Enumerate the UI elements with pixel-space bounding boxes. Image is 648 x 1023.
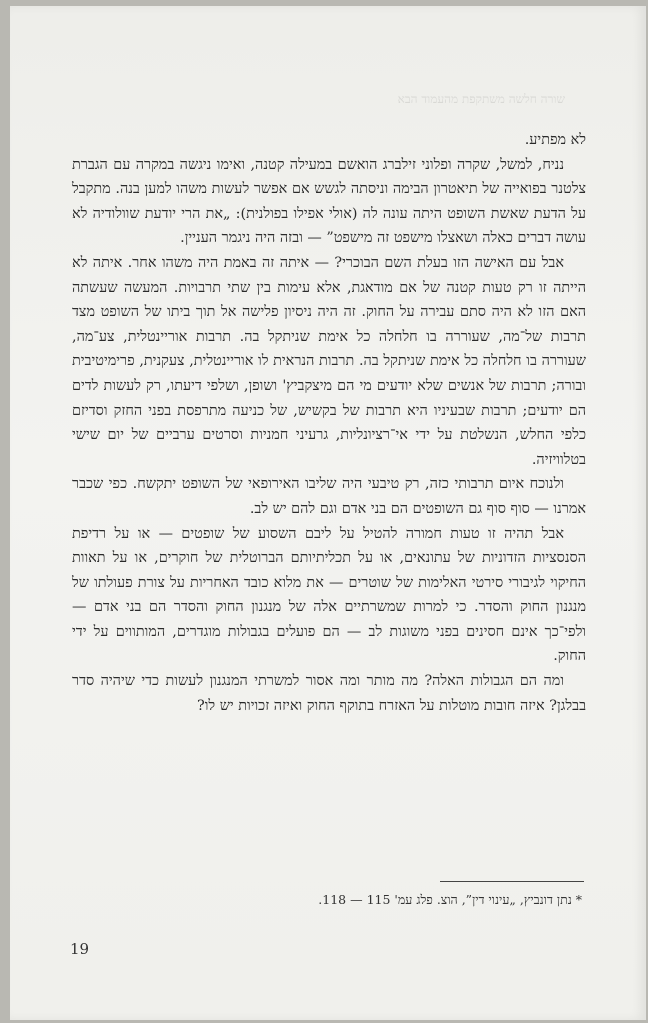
- body-text: [72, 128, 586, 718]
- paragraph-6: ומה הם הגבולות האלה? מה מותר ומה אסור למשרתי המנגנון לעשות כדי שיהיה סדר בבלגן? איזה חובות מוטלות על האזרח בתוקף החוק ואיזה זכויות יש לו?: [72, 673, 586, 714]
- footnote-divider: [440, 881, 584, 882]
- page-number: 19: [70, 940, 90, 958]
- paragraph-4: ולנוכח איום תרבותי כזה, רק טיבעי היה שליבו האירופאי של השופט יתקשח. כפי שכבר אמרנו — סוף סוף גם השופטים הם בני אדם וגם להם יש לב.: [72, 476, 586, 517]
- paragraph-5: אבל תהיה זו טעות חמורה להטיל על ליבם השסוע של שופטים — או על רדיפת הסנסציות הזדוניות של עתונאים, או על תכליתיותם הברוטלית של חוקרים, או על תאוות החיקוי לגיבורי סירטי האלימות של שוטרים — את מלוא כובד האחריות על צורת פעולתו של מנגנון החוק והסדר. כי למרות שמשרתיים אלה של מנגנון החוק והסדר הם בני אדם — ולפי־כך אינם חסינים בפני משוגות לב — הם פועלים בגבולות מוגדרים, המותווים על ידי החוק.: [72, 525, 586, 665]
- paragraph-2: נניח, למשל, שקרה ופלוני זילברג הואשם במעילה קטנה, ואימו ניגשה במקרה עם הגברת צלטנר בפואייה של תיאטרון הבימה וניסתה לגשש אם אפשר לעשות משהו למען בנה. מתקבל על הדעת שאשת השופט היתה עונה לה (אולי אפילו בפולנית): „את הרי יודעת שוולודיה לא עושה דברים כאלה ושאצלו מישפט זה מישפט” — ובזה היה ניגמר העניין.: [72, 156, 586, 247]
- book-page: [10, 6, 646, 1020]
- bleed-through-text: שורה חלשה משתקפת מהעמוד הבא: [397, 92, 565, 106]
- paragraph-3: אבל עם האישה הזו בעלת השם הבוכרי? — איתה זה באמת היה משהו אחר. איתה לא הייתה זו רק טעות קטנה של אם מודאגת, אלא עימות בין שתי תרבויות. המעשה שעשתה האם הזו לא היה סתם עבירה על החוק. זה היה ניסיון פלישה אל תוך ביתו של השופט מצד תרבות של־מה, שעוררה בו חלחלה כל אימת שניתקל בה. תרבות אוריינטלית, צע־מה, שעוררה בו חלחלה כל אימת שניתקל בה. תרבות הנראית לו אוריינטלית, צעקנית, פרימיטיבית ובורה; תרבות של אנשים שלא יודעים מי הם מיצקביץ' ושופן, ושלפי דיעתו, רק לעשות לדים הם יודעים; תרבות שבעיניו היא תרבות של בקשיש, של כניעה מתרפסת בפני החזק וסדיזם כלפי החלש, הנשלטת על ידי אי־רציונליות, גרעיני חמניות וסרטים ערביים של יום שישי בטלוויזיה.: [72, 254, 586, 468]
- footnote: * נתן דונביץ, „עינוי דין”, הוצ. פלג עמ' 115 — 118.: [318, 892, 582, 907]
- paragraph-1: לא מפתיע.: [524, 132, 586, 148]
